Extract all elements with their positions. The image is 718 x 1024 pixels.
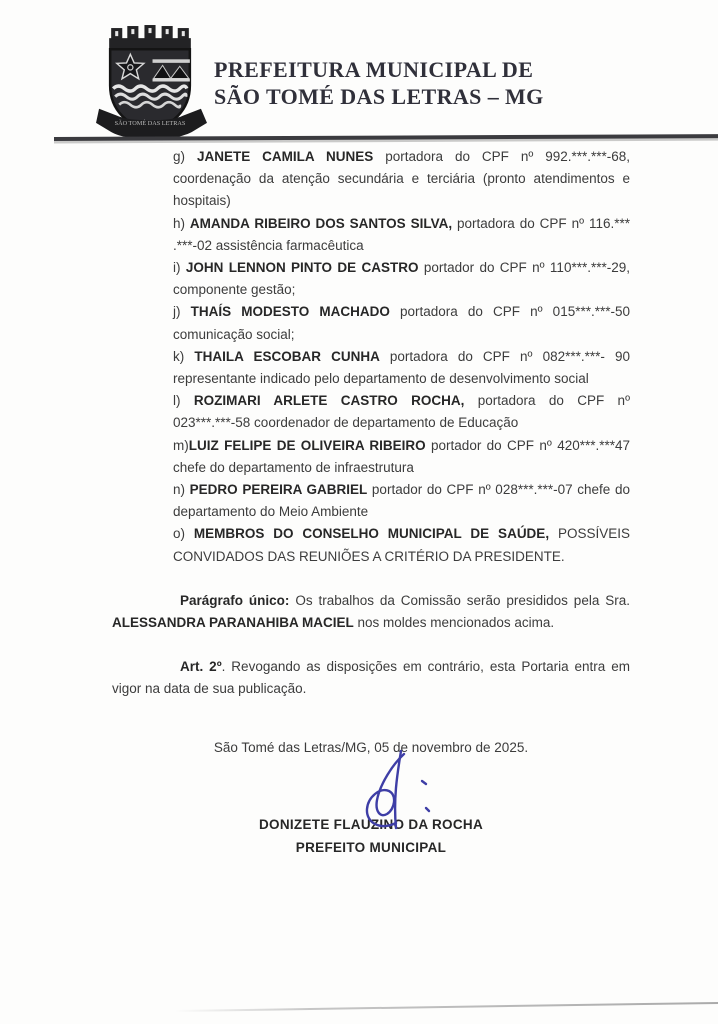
mural-crown	[109, 25, 191, 48]
paragraph: Art. 2º. Revogando as disposições em contrário, esta Portaria entra em vigor na data de sua publicação.	[112, 659, 630, 697]
list-item: j) THAÍS MODESTO MACHADO portadora do CPF nº 015***.***-50 comunicação social;	[173, 304, 630, 342]
signatory-title: PREFEITO MUNICIPAL	[295, 840, 447, 856]
org-name-line2: SÃO TOMÉ DAS LETRAS – MG	[214, 84, 544, 109]
org-name-line1: PREFEITURA MUNICIPAL DE	[214, 57, 534, 82]
list-item: n) PEDRO PEREIRA GABRIEL portador do CPF nº 028***.***-07 chefe do departamento do Meio Ambiente	[173, 482, 630, 520]
signature-scribble	[338, 748, 442, 840]
list-item: g) JANETE CAMILA NUNES portadora do CPF nº 992.***.***-68, coordenação da atenção secundária e terciária (pronto atendimentos e hospitais)	[173, 149, 631, 209]
list-item: m)LUIZ FELIPE DE OLIVEIRA RIBEIRO portador do CPF nº 420***.***47 chefe do departamento de infraestrutura	[173, 437, 631, 475]
org-name	[214, 56, 544, 110]
paragraph: Parágrafo único: Os trabalhos da Comissão serão presididos pela Sra. ALESSANDRA PARANAHIBA MACIEL nos moldes mencionados acima.	[112, 592, 630, 631]
dateline: São Tomé das Letras/MG, 05 de novembro de 2025.	[213, 739, 529, 755]
list-item: h) AMANDA RIBEIRO DOS SANTOS SILVA, portadora do CPF nº 116.*** .***-02 assistência farmacêutica	[173, 215, 630, 253]
list-item: l) ROZIMARI ARLETE CASTRO ROCHA, portadora do CPF nº 023***.***-58 coordenador de departamento de Educação	[173, 393, 630, 431]
coat-of-arms-logo	[93, 22, 207, 138]
ribbon-text: SÃO TOMÉ DAS LETRAS	[114, 119, 186, 127]
list-item: i) JOHN LENNON PINTO DE CASTRO portador do CPF nº 110***.***-29, componente gestão;	[173, 260, 630, 298]
closing-paragraphs	[112, 590, 630, 701]
list-item: o) MEMBROS DO CONSELHO MUNICIPAL DE SAÚDE, POSSÍVEIS CONVIDADOS DAS REUNIÕES A CRITÉRIO DA PRESIDENTE.	[173, 526, 630, 564]
list-item: k) THAILA ESCOBAR CUNHA portadora do CPF nº 082***.***- 90 representante indicado pelo departamento de desenvolvimento social	[173, 348, 630, 387]
appointee-list	[173, 146, 630, 568]
signatory-name: DONIZETE FLAUZINO DA ROCHA	[258, 816, 484, 832]
page-edge-artifact	[175, 1002, 718, 1012]
